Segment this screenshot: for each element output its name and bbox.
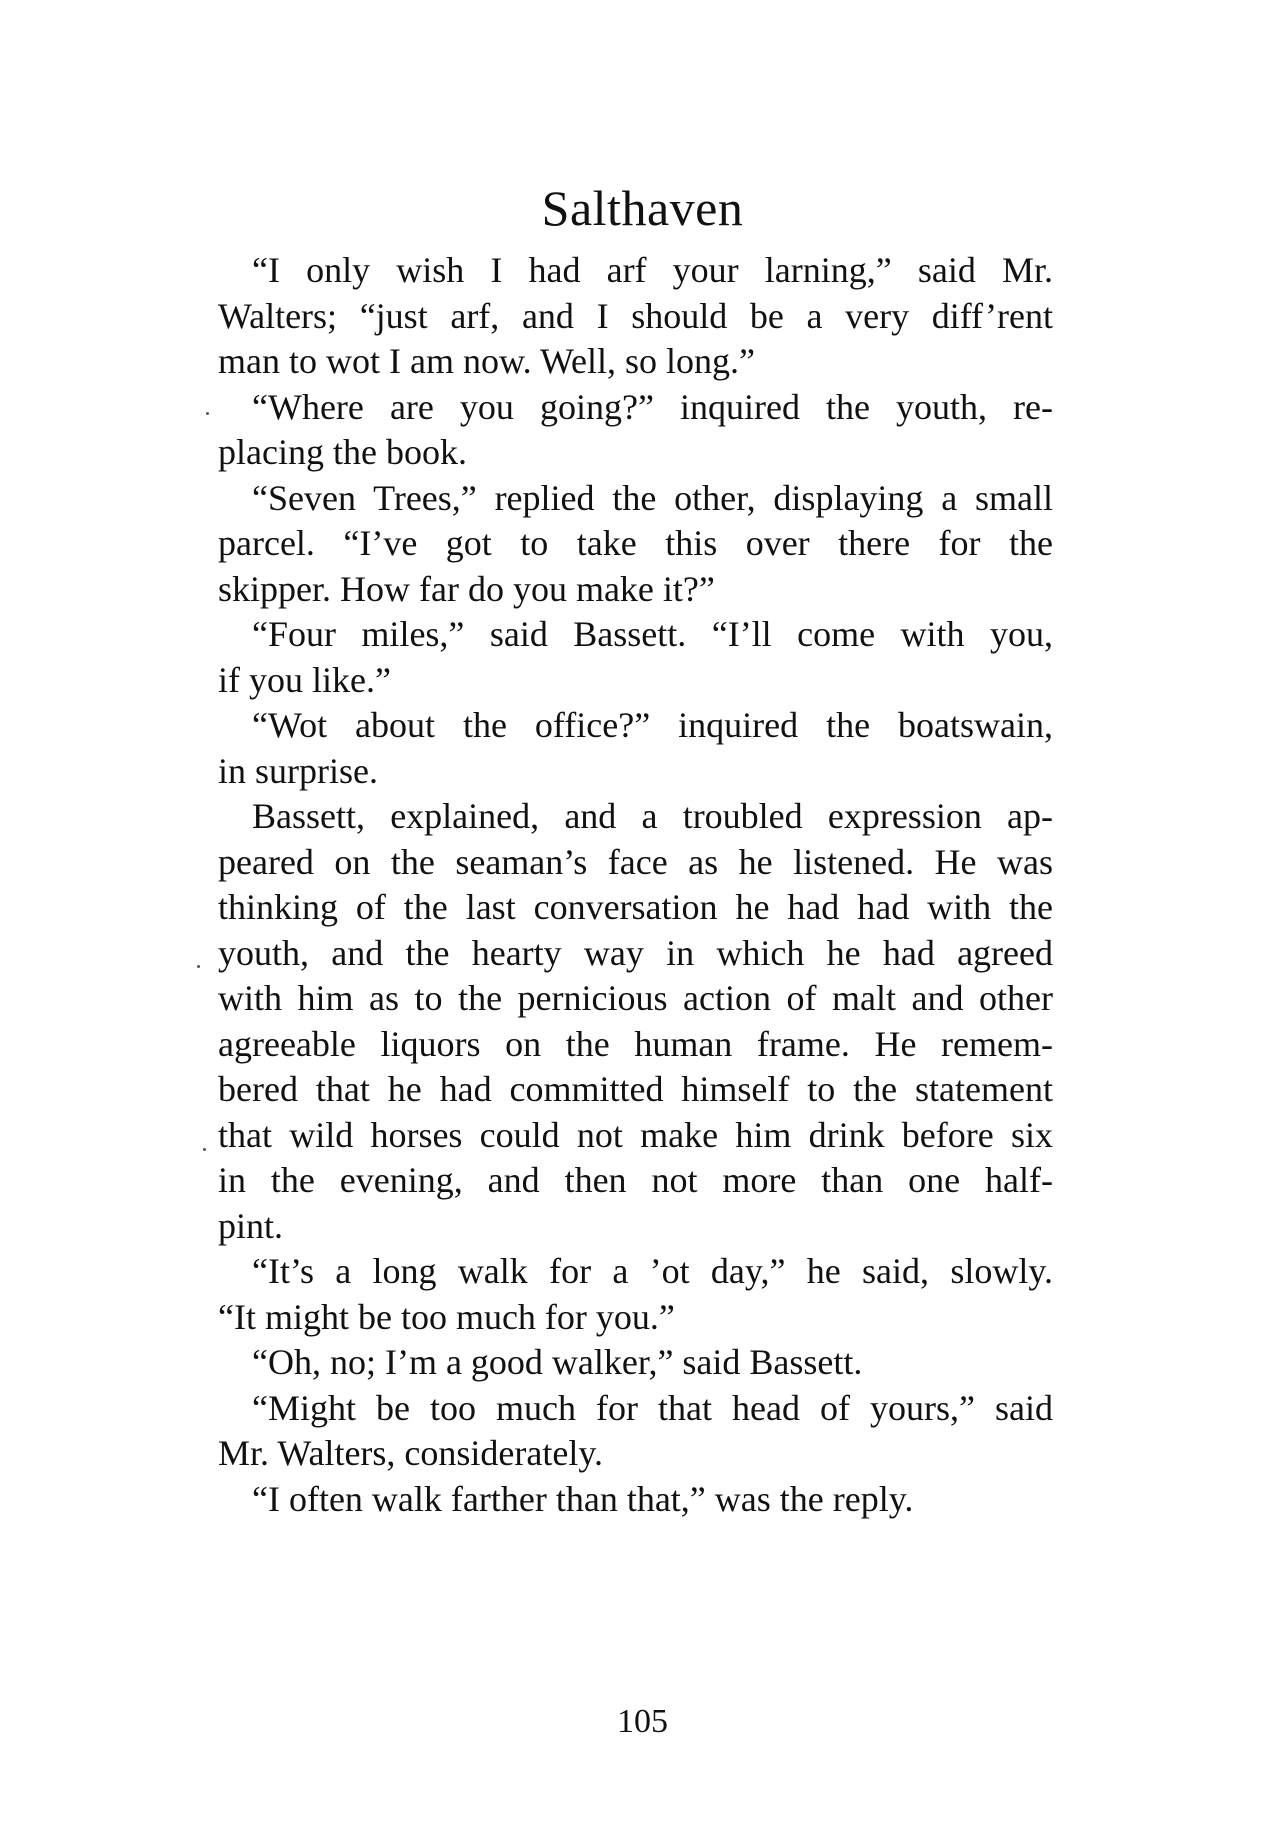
- text-line: in the evening, and then not more than one half-: [218, 1160, 1053, 1200]
- text-line: bered that he had committed himself to the statement: [218, 1069, 1053, 1109]
- text-line: skipper. How far do you make it?”: [218, 568, 715, 609]
- scan-speck: [203, 1148, 206, 1151]
- text-line: “Four miles,” said Bassett. “I’ll come with you,: [252, 614, 1053, 654]
- text-line: “It might be too much for you.”: [218, 1296, 675, 1337]
- text-line: Mr. Walters, considerately.: [218, 1433, 603, 1473]
- text-line: youth, and the hearty way in which he had agreed: [218, 932, 1053, 973]
- text-line: man to wot I am now. Well, so long.”: [218, 341, 756, 381]
- text-line: “It’s a long walk for a ’ot day,” he said, slowly.: [252, 1251, 1053, 1291]
- text-line: “Wot about the office?” inquired the boatswain,: [252, 705, 1053, 745]
- text-line: “Seven Trees,” replied the other, displaying a small: [252, 477, 1053, 518]
- text-line: Bassett, explained, and a troubled expression ap-: [252, 796, 1053, 836]
- text-line: in surprise.: [218, 750, 378, 791]
- text-line: “Might be too much for that head of yours,” said: [252, 1387, 1053, 1428]
- text-line: thinking of the last conversation he had had with the: [218, 887, 1053, 927]
- text-line: “Oh, no; I’m a good walker,” said Bassett.: [252, 1342, 863, 1382]
- running-head: Salthaven: [541, 180, 744, 236]
- scan-speck: [197, 965, 200, 968]
- text-line: “Where are you going?” inquired the youth, re-: [252, 386, 1053, 427]
- page-number: 105: [617, 1703, 668, 1740]
- scan-speck: [206, 412, 209, 415]
- text-line: “I often walk farther than that,” was the reply.: [252, 1478, 914, 1519]
- text-line: peared on the seaman’s face as he listened. He was: [218, 841, 1053, 882]
- text-line: agreeable liquors on the human frame. He remem-: [218, 1023, 1053, 1064]
- text-line: parcel. “I’ve got to take this over there for the: [218, 523, 1053, 563]
- text-line: that wild horses could not make him drink before six: [218, 1114, 1053, 1155]
- text-line: placing the book.: [218, 432, 467, 472]
- text-line: Walters; “just arf, and I should be a very diff’rent: [218, 295, 1053, 336]
- text-line: “I only wish I had arf your larning,” said Mr.: [252, 250, 1053, 290]
- text-line: if you like.”: [218, 659, 391, 700]
- text-line: pint.: [218, 1205, 284, 1246]
- body-text: [218, 248, 1053, 1522]
- text-line: with him as to the pernicious action of malt and other: [218, 978, 1053, 1018]
